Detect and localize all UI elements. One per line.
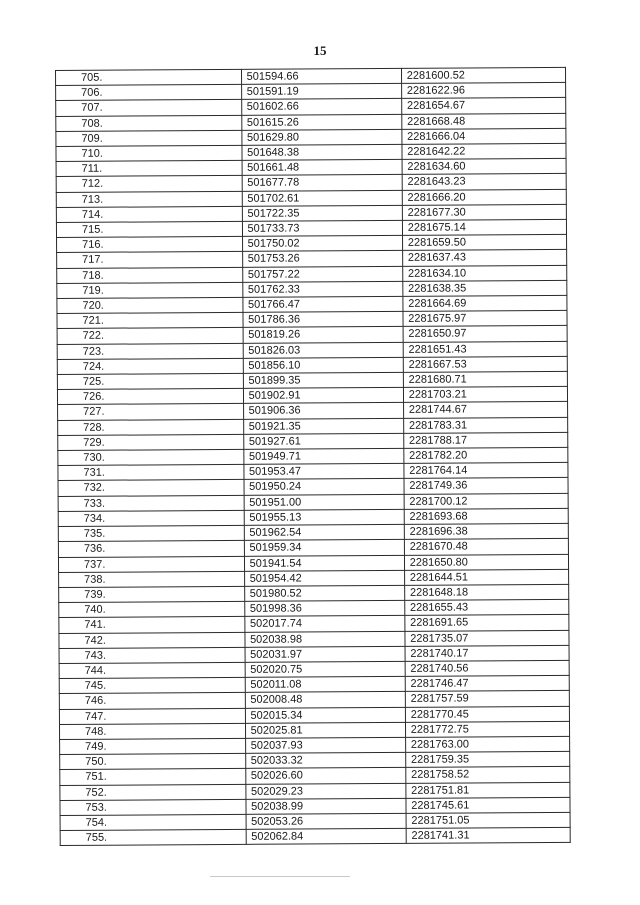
x-coordinate-cell: 501819.26 — [243, 327, 403, 343]
point-number-cell: 739. — [59, 586, 245, 602]
point-number-cell: 723. — [57, 343, 243, 359]
x-coordinate-cell: 502062.84 — [246, 829, 406, 845]
x-coordinate-cell: 501954.42 — [244, 570, 404, 586]
y-coordinate-cell: 2281788.17 — [403, 432, 567, 448]
y-coordinate-cell: 2281759.35 — [405, 752, 569, 768]
point-number-cell: 753. — [60, 799, 246, 815]
y-coordinate-cell: 2281668.48 — [402, 113, 566, 129]
x-coordinate-cell: 502033.32 — [245, 753, 405, 769]
y-coordinate-cell: 2281642.22 — [402, 143, 566, 159]
point-number-cell: 713. — [56, 191, 242, 207]
point-number-cell: 752. — [60, 784, 246, 800]
point-number-cell: 729. — [58, 434, 244, 450]
y-coordinate-cell: 2281746.47 — [405, 675, 569, 691]
y-coordinate-cell: 2281691.65 — [405, 615, 569, 631]
x-coordinate-cell: 502053.26 — [246, 813, 406, 829]
y-coordinate-cell: 2281763.00 — [405, 736, 569, 752]
x-coordinate-cell: 501677.78 — [242, 175, 402, 191]
x-coordinate-cell: 501757.22 — [242, 266, 402, 282]
coordinates-table-body — [56, 67, 571, 845]
x-coordinate-cell: 501615.26 — [241, 114, 401, 130]
point-number-cell: 720. — [57, 297, 243, 313]
y-coordinate-cell: 2281758.52 — [406, 767, 570, 783]
y-coordinate-cell: 2281664.69 — [403, 295, 567, 311]
point-number-cell: 736. — [58, 541, 244, 557]
point-number-cell: 747. — [59, 708, 245, 724]
x-coordinate-cell: 502025.81 — [245, 722, 405, 738]
x-coordinate-cell: 501955.13 — [244, 509, 404, 525]
y-coordinate-cell: 2281677.30 — [402, 204, 566, 220]
x-coordinate-cell: 501762.33 — [242, 281, 402, 297]
point-number-cell: 755. — [60, 830, 246, 846]
point-number-cell: 734. — [58, 510, 244, 526]
point-number-cell: 727. — [58, 404, 244, 420]
point-number-cell: 728. — [58, 419, 244, 435]
x-coordinate-cell: 502038.99 — [246, 798, 406, 814]
x-coordinate-cell: 501722.35 — [242, 205, 402, 221]
x-coordinate-cell: 501629.80 — [241, 129, 401, 145]
y-coordinate-cell: 2281600.52 — [401, 67, 565, 83]
x-coordinate-cell: 501949.71 — [243, 448, 403, 464]
point-number-cell: 708. — [56, 115, 242, 131]
point-number-cell: 719. — [57, 282, 243, 298]
x-coordinate-cell: 502038.98 — [244, 631, 404, 647]
x-coordinate-cell: 502029.23 — [245, 783, 405, 799]
y-coordinate-cell: 2281693.68 — [404, 508, 568, 524]
y-coordinate-cell: 2281783.31 — [403, 417, 567, 433]
x-coordinate-cell: 502017.74 — [244, 616, 404, 632]
point-number-cell: 715. — [56, 221, 242, 237]
x-coordinate-cell: 502011.08 — [245, 676, 405, 692]
x-coordinate-cell: 501602.66 — [241, 99, 401, 115]
y-coordinate-cell: 2281634.60 — [402, 159, 566, 175]
page-number: 15 — [313, 43, 327, 58]
x-coordinate-cell: 501750.02 — [242, 236, 402, 252]
point-number-cell: 733. — [58, 495, 244, 511]
y-coordinate-cell: 2281751.05 — [406, 812, 570, 828]
y-coordinate-cell: 2281651.43 — [403, 341, 567, 357]
x-coordinate-cell: 502020.75 — [245, 661, 405, 677]
x-coordinate-cell: 501856.10 — [243, 357, 403, 373]
point-number-cell: 740. — [59, 601, 245, 617]
point-number-cell: 716. — [57, 237, 243, 253]
y-coordinate-cell: 2281735.07 — [405, 630, 569, 646]
point-number-cell: 749. — [60, 738, 246, 754]
x-coordinate-cell: 501786.36 — [243, 312, 403, 328]
point-number-cell: 705. — [56, 69, 242, 85]
point-number-cell: 746. — [59, 693, 245, 709]
point-number-cell: 743. — [59, 647, 245, 663]
y-coordinate-cell: 2281745.61 — [406, 797, 570, 813]
y-coordinate-cell: 2281670.48 — [404, 539, 568, 555]
x-coordinate-cell: 501998.36 — [244, 600, 404, 616]
scan-edge-line — [210, 876, 350, 877]
y-coordinate-cell: 2281675.14 — [402, 219, 566, 235]
x-coordinate-cell: 502037.93 — [245, 737, 405, 753]
x-coordinate-cell: 501661.48 — [242, 160, 402, 176]
y-coordinate-cell: 2281643.23 — [402, 174, 566, 190]
point-number-cell: 738. — [59, 571, 245, 587]
y-coordinate-cell: 2281740.17 — [405, 645, 569, 661]
y-coordinate-cell: 2281700.12 — [404, 493, 568, 509]
y-coordinate-cell: 2281772.75 — [405, 721, 569, 737]
y-coordinate-cell: 2281648.18 — [404, 584, 568, 600]
x-coordinate-cell: 501648.38 — [242, 144, 402, 160]
point-number-cell: 725. — [57, 373, 243, 389]
x-coordinate-cell: 501951.00 — [244, 494, 404, 510]
y-coordinate-cell: 2281622.96 — [401, 83, 565, 99]
x-coordinate-cell: 501941.54 — [244, 555, 404, 571]
point-number-cell: 724. — [57, 358, 243, 374]
y-coordinate-cell: 2281666.20 — [402, 189, 566, 205]
point-number-cell: 717. — [57, 252, 243, 268]
y-coordinate-cell: 2281650.80 — [404, 554, 568, 570]
x-coordinate-cell: 501899.35 — [243, 372, 403, 388]
x-coordinate-cell: 501959.34 — [244, 540, 404, 556]
y-coordinate-cell: 2281741.31 — [406, 828, 570, 844]
y-coordinate-cell: 2281638.35 — [403, 280, 567, 296]
x-coordinate-cell: 501980.52 — [244, 585, 404, 601]
point-number-cell: 730. — [58, 449, 244, 465]
point-number-cell: 737. — [58, 556, 244, 572]
point-number-cell: 745. — [59, 677, 245, 693]
y-coordinate-cell: 2281655.43 — [404, 599, 568, 615]
x-coordinate-cell: 502031.97 — [245, 646, 405, 662]
point-number-cell: 744. — [59, 662, 245, 678]
y-coordinate-cell: 2281757.59 — [405, 691, 569, 707]
y-coordinate-cell: 2281740.56 — [405, 660, 569, 676]
point-number-cell: 731. — [58, 465, 244, 481]
point-number-cell: 726. — [57, 389, 243, 405]
point-number-cell: 706. — [56, 85, 242, 101]
point-number-cell: 748. — [59, 723, 245, 739]
x-coordinate-cell: 501921.35 — [243, 418, 403, 434]
y-coordinate-cell: 2281696.38 — [404, 523, 568, 539]
x-coordinate-cell: 501753.26 — [242, 251, 402, 267]
y-coordinate-cell: 2281703.21 — [403, 387, 567, 403]
y-coordinate-cell: 2281650.97 — [403, 326, 567, 342]
y-coordinate-cell: 2281644.51 — [404, 569, 568, 585]
y-coordinate-cell: 2281764.14 — [404, 463, 568, 479]
y-coordinate-cell: 2281749.36 — [404, 478, 568, 494]
y-coordinate-cell: 2281680.71 — [403, 371, 567, 387]
point-number-cell: 714. — [56, 206, 242, 222]
x-coordinate-cell: 501591.19 — [241, 84, 401, 100]
y-coordinate-cell: 2281637.43 — [402, 250, 566, 266]
y-coordinate-cell: 2281675.97 — [403, 311, 567, 327]
point-number-cell: 710. — [56, 145, 242, 161]
point-number-cell: 718. — [57, 267, 243, 283]
y-coordinate-cell: 2281744.67 — [403, 402, 567, 418]
y-coordinate-cell: 2281751.81 — [406, 782, 570, 798]
x-coordinate-cell: 501702.61 — [242, 190, 402, 206]
y-coordinate-cell: 2281782.20 — [404, 447, 568, 463]
point-number-cell: 741. — [59, 617, 245, 633]
point-number-cell: 735. — [58, 525, 244, 541]
y-coordinate-cell: 2281667.53 — [403, 356, 567, 372]
x-coordinate-cell: 502008.48 — [245, 692, 405, 708]
x-coordinate-cell: 501953.47 — [243, 464, 403, 480]
x-coordinate-cell: 501594.66 — [241, 68, 401, 84]
point-number-cell: 722. — [57, 328, 243, 344]
y-coordinate-cell: 2281666.04 — [402, 128, 566, 144]
x-coordinate-cell: 501927.61 — [243, 433, 403, 449]
point-number-cell: 721. — [57, 313, 243, 329]
point-number-cell: 709. — [56, 130, 242, 146]
x-coordinate-cell: 502026.60 — [245, 768, 405, 784]
point-number-cell: 712. — [56, 176, 242, 192]
x-coordinate-cell: 501733.73 — [242, 220, 402, 236]
y-coordinate-cell: 2281654.67 — [401, 98, 565, 114]
x-coordinate-cell: 501950.24 — [244, 479, 404, 495]
y-coordinate-cell: 2281659.50 — [402, 235, 566, 251]
table-row — [60, 828, 570, 846]
coordinates-table — [55, 67, 571, 846]
point-number-cell: 742. — [59, 632, 245, 648]
x-coordinate-cell: 501826.03 — [243, 342, 403, 358]
point-number-cell: 707. — [56, 100, 242, 116]
point-number-cell: 751. — [60, 769, 246, 785]
point-number-cell: 754. — [60, 814, 246, 830]
point-number-cell: 711. — [56, 161, 242, 177]
point-number-cell: 750. — [60, 753, 246, 769]
x-coordinate-cell: 501906.36 — [243, 403, 403, 419]
x-coordinate-cell: 501902.91 — [243, 388, 403, 404]
y-coordinate-cell: 2281770.45 — [405, 706, 569, 722]
x-coordinate-cell: 502015.34 — [245, 707, 405, 723]
x-coordinate-cell: 501766.47 — [242, 296, 402, 312]
point-number-cell: 732. — [58, 480, 244, 496]
x-coordinate-cell: 501962.54 — [244, 524, 404, 540]
y-coordinate-cell: 2281634.10 — [402, 265, 566, 281]
